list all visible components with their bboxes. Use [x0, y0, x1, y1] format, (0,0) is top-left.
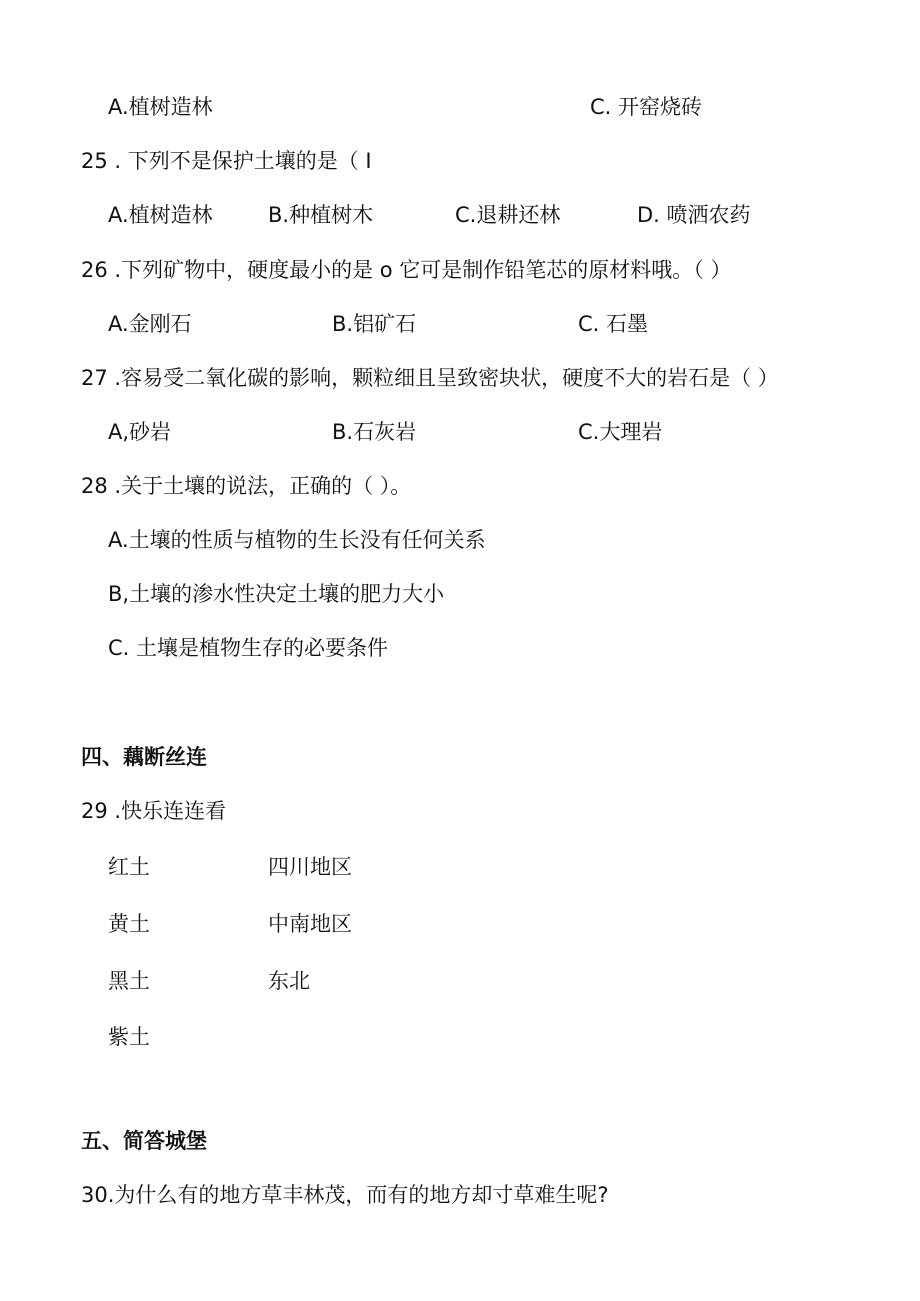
q30-stem: 30.为什么有的地方草丰林茂，而有的地方却寸草难生呢? [81, 1183, 609, 1207]
q24-option-a: A.植树造林 [108, 95, 213, 119]
q24-option-c: C. 开窑烧砖 [590, 95, 703, 119]
q29-right-item: 中南地区 [268, 912, 352, 936]
section-5-title: 五、简答城堡 [81, 1129, 207, 1153]
q25-stem: 25 . 下列不是保护土壤的是（ I [81, 149, 372, 173]
q28-option-c: C. 土壤是植物生存的必要条件 [108, 636, 389, 660]
q27-option-b: B.石灰岩 [332, 420, 417, 444]
q29-left-item: 黄土 [108, 912, 150, 936]
q25-option-a: A.植树造林 [108, 203, 213, 227]
q29-stem: 29 .快乐连连看 [81, 799, 227, 823]
q26-stem: 26 .下列矿物中，硬度最小的是 o 它可是制作铅笔芯的原材料哦。（ ） [81, 258, 732, 282]
q27-option-a: A,砂岩 [108, 420, 172, 444]
q29-left-item: 紫土 [108, 1025, 150, 1049]
q25-option-d: D. 喷洒农药 [637, 203, 751, 227]
q28-stem: 28 .关于土壤的说法，正确的（ ）。 [81, 474, 412, 498]
q28-option-a: A.土壤的性质与植物的生长没有任何关系 [108, 528, 486, 552]
q27-stem: 27 .容易受二氧化碳的影响，颗粒细且呈致密块状，硬度不大的岩石是（ ） [81, 366, 779, 390]
q28-option-b: B,土壤的渗水性决定土壤的肥力大小 [108, 582, 445, 606]
q29-right-item: 东北 [268, 969, 310, 993]
q26-option-b: B.铝矿石 [332, 312, 417, 336]
q29-right-item: 四川地区 [268, 855, 352, 879]
q29-left-item: 红土 [108, 855, 150, 879]
q25-option-c: C.退耕还林 [455, 203, 561, 227]
q27-option-c: C.大理岩 [578, 420, 663, 444]
section-4-title: 四、藕断丝连 [81, 745, 207, 769]
q25-option-b: B.种植树木 [268, 203, 374, 227]
q26-option-a: A.金刚石 [108, 312, 192, 336]
q26-option-c: C. 石墨 [578, 312, 649, 336]
q29-left-item: 黑土 [108, 969, 150, 993]
